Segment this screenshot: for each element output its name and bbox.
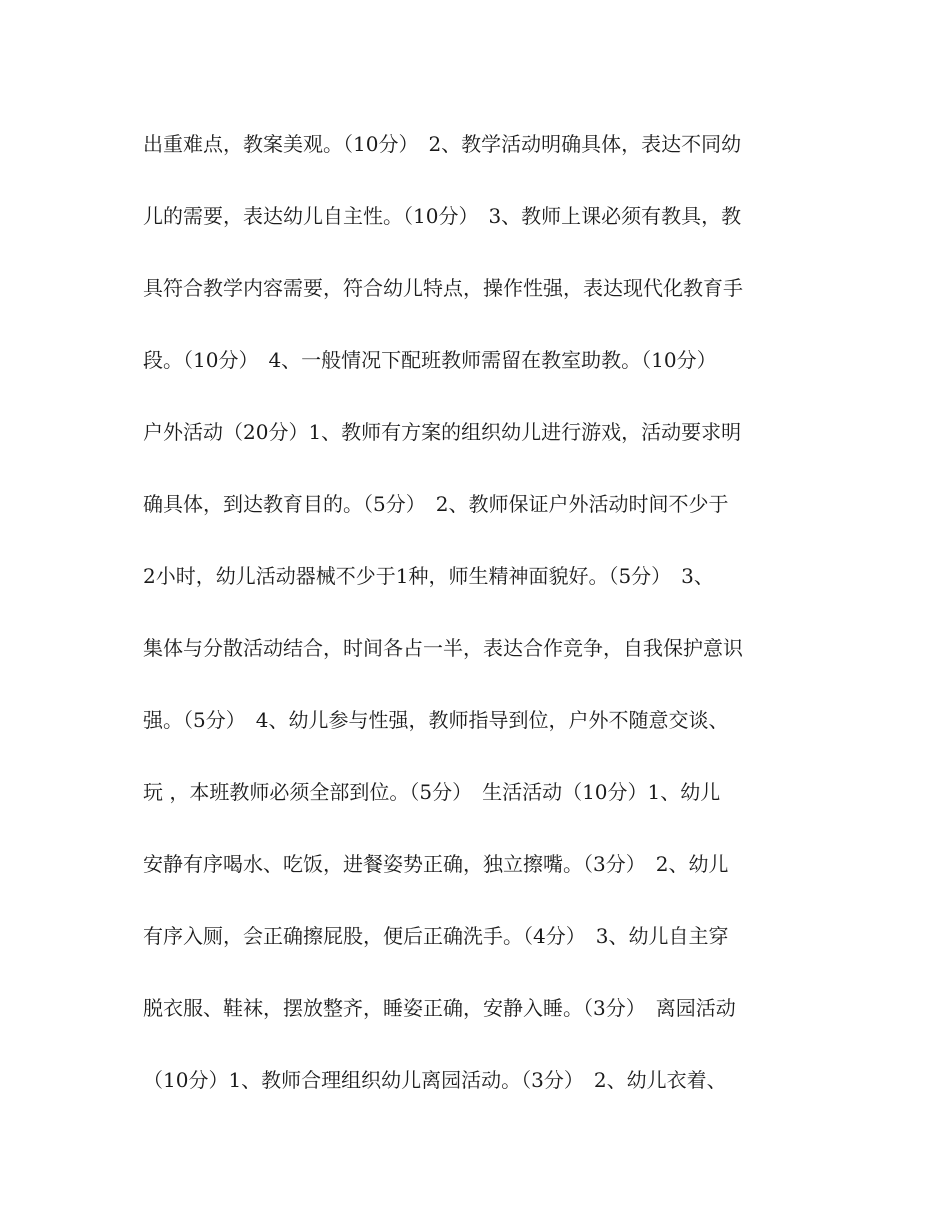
text-line: 玩 ，本班教师必须全部到位。（5分） 生活活动（10分）1、幼儿 [143,780,721,804]
text-line: 户外活动（20分）1、教师有方案的组织幼儿进行游戏，活动要求明 [143,420,742,444]
text-line: 集体与分散活动结合，时间各占一半，表达合作竞争，自我保护意识 [143,636,743,660]
text-line: 确具体，到达教育目的。（5分） 2、教师保证户外活动时间不少于 [143,492,729,516]
text-line: （10分）1、教师合理组织幼儿离园活动。（3分） 2、幼儿衣着、 [143,1068,727,1092]
text-line: 强。（5分） 4、幼儿参与性强，教师指导到位，户外不随意交谈、 [143,708,729,732]
text-line: 段。（10分） 4、一般情况下配班教师需留在教室助教。（10分） [143,348,717,372]
text-line: 脱衣服、鞋袜，摆放整齐，睡姿正确，安静入睡。（3分） 离园活动 [143,996,736,1020]
text-line: 儿的需要，表达幼儿自主性。（10分） 3、教师上课必须有教具，教 [143,204,742,228]
text-line: 2小时，幼儿活动器械不少于1种，师生精神面貌好。（5分） 3、 [143,564,714,588]
text-line: 具符合教学内容需要，符合幼儿特点，操作性强，表达现代化教育手 [143,276,743,300]
text-line: 出重难点，教案美观。（10分） 2、教学活动明确具体，表达不同幼 [143,132,742,156]
body-text [143,124,823,1132]
text-line: 安静有序喝水、吃饭，进餐姿势正确，独立擦嘴。（3分） 2、幼儿 [143,852,729,876]
text-line: 有序入厕，会正确擦屁股，便后正确洗手。（4分） 3、幼儿自主穿 [143,924,729,948]
